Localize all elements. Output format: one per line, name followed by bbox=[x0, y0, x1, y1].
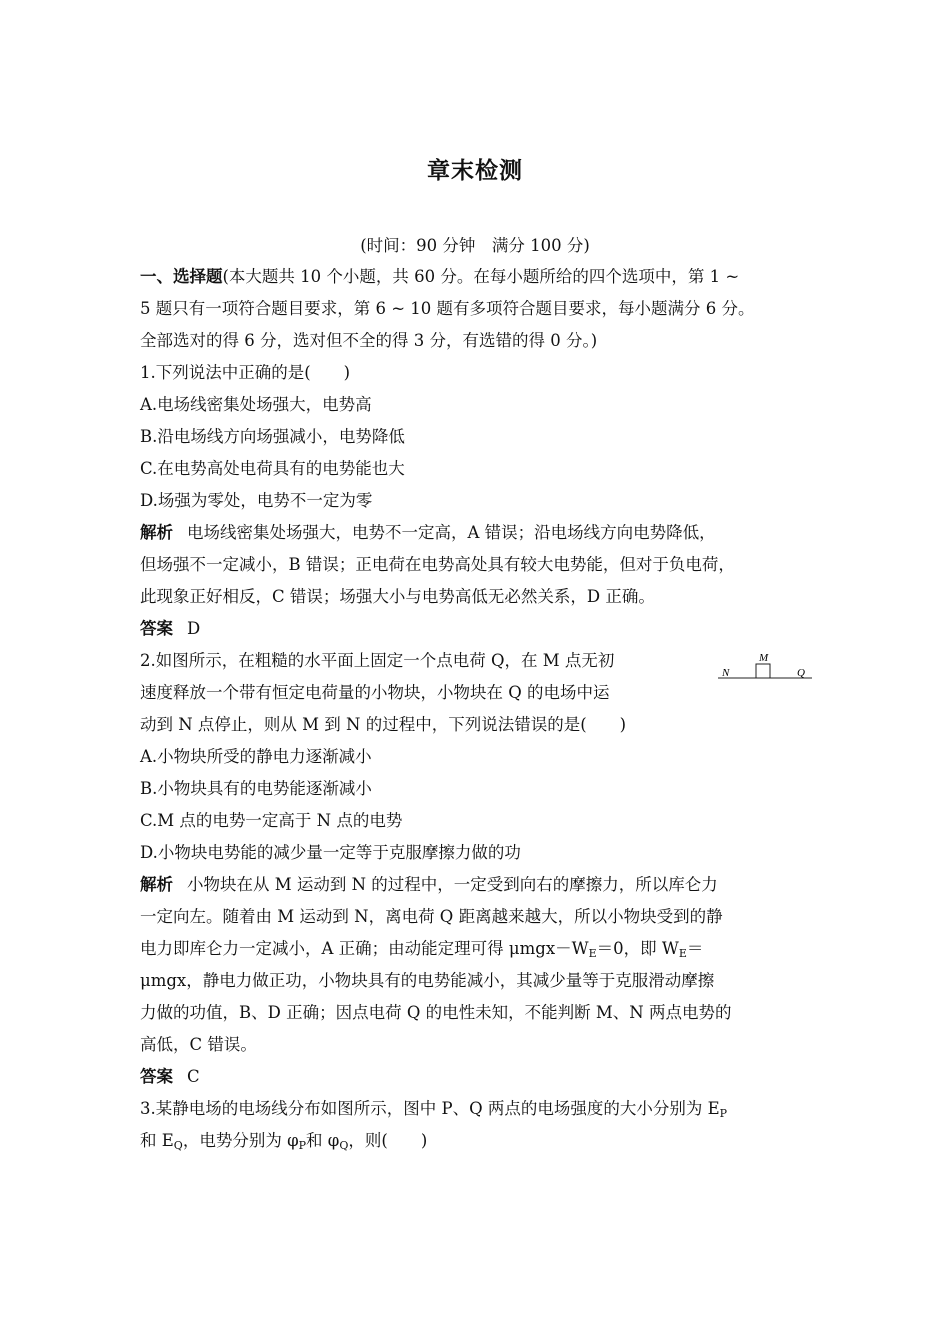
label-m: M bbox=[759, 652, 769, 664]
section-desc-2: 5 题只有一项符合题目要求，第 6 ~ 10 题有多项符合题目要求，每小题满分 6 分。 bbox=[140, 299, 755, 318]
q1-stem: 1.下列说法中正确的是( ) bbox=[140, 363, 351, 382]
q2-analysis-line-3: 电力即库仑力一定减小，A 正确；由动能定理可得 $\mu mgx-W_E=0$，即 $W_E=$ bbox=[140, 939, 704, 960]
label-n: N bbox=[722, 667, 730, 679]
q1-analysis-line-1: 解析 电场线密集处场强大，电势不一定高，A 错误；沿电场线方向电势降低， bbox=[140, 523, 716, 542]
q1-option-a: A.电场线密集处场强大，电势高 bbox=[140, 395, 372, 414]
time-info: (时间：90 分钟 满分 100 分) bbox=[360, 236, 590, 255]
q2-option-a: A.小物块所受的静电力逐渐减小 bbox=[140, 747, 372, 766]
q2-analysis-line-1: 解析 小物块在从 M 运动到 N 的过程中，一定受到向右的摩擦力，所以库仑力 bbox=[140, 875, 718, 894]
q2-option-d: D.小物块电势能的减少量一定等于克服摩擦力做的功 bbox=[140, 843, 521, 862]
q1-answer: 答案 D bbox=[140, 619, 201, 638]
q1-option-b: B.沿电场线方向场强减小，电势降低 bbox=[140, 427, 405, 446]
q2-stem-3: 动到 N 点停止，则从 M 到 N 的过程中，下列说法错误的是( ) bbox=[140, 715, 627, 734]
section-desc-3: 全部选对的得 6 分，选对但不全的得 3 分，有选错的得 0 分。) bbox=[140, 331, 598, 350]
q2-answer: 答案 C bbox=[140, 1067, 200, 1086]
q2-analysis-line-5: 力做的功值，B、D 正确；因点电荷 Q 的电性未知，不能判断 M、N 两点电势的 bbox=[140, 1003, 732, 1022]
section-desc-1: (本大题共 10 个小题，共 60 分。在每小题所给的四个选项中，第 1 ~ bbox=[222, 267, 740, 286]
label-q: Q bbox=[797, 667, 805, 679]
q2-analysis-line-4: μmgx，静电力做正功，小物块具有的电势能减小，其减少量等于克服滑动摩擦 bbox=[140, 971, 715, 990]
q2-stem-1: 2.如图所示，在粗糙的水平面上固定一个点电荷 Q，在 M 点无初 bbox=[140, 651, 615, 670]
q2-analysis-line-2: 一定向左。随着由 M 运动到 N，离电荷 Q 距离越来越大，所以小物块受到的静 bbox=[140, 907, 723, 926]
q1-option-d: D.场强为零处，电势不一定为零 bbox=[140, 491, 373, 510]
q2-option-b: B.小物块具有的电势能逐渐减小 bbox=[140, 779, 372, 798]
q1-analysis-label: 解析 bbox=[140, 523, 173, 542]
q2-analysis-label: 解析 bbox=[140, 875, 173, 894]
q3-stem-2: 和 $E_Q$，电势分别为 $\varphi_P$和 $\varphi_Q$，则( ) bbox=[140, 1131, 428, 1152]
page-title: 章末检测 bbox=[427, 158, 523, 184]
block-m bbox=[756, 664, 770, 678]
q2-option-c: C.M 点的电势一定高于 N 点的电势 bbox=[140, 811, 403, 830]
section-heading: 一、选择题 bbox=[140, 267, 223, 286]
q2-stem-2: 速度释放一个带有恒定电荷量的小物块，小物块在 Q 的电场中运 bbox=[140, 683, 610, 702]
q1-analysis-line-3: 此现象正好相反，C 错误；场强大小与电势高低无必然关系，D 正确。 bbox=[140, 587, 655, 606]
q2-analysis-line-6: 高低，C 错误。 bbox=[140, 1035, 257, 1054]
q3-stem-1: 3.某静电场的电场线分布如图所示，图中 P、Q 两点的电场强度的大小分别为 $E_P$ bbox=[140, 1099, 728, 1120]
section-heading-line bbox=[140, 265, 739, 289]
q1-analysis-line-2: 但场强不一定减小，B 错误；正电荷在电势高处具有较大电势能，但对于负电荷， bbox=[140, 555, 735, 574]
q2-figure bbox=[718, 648, 812, 682]
q1-option-c: C.在电势高处电荷具有的电势能也大 bbox=[140, 459, 405, 478]
